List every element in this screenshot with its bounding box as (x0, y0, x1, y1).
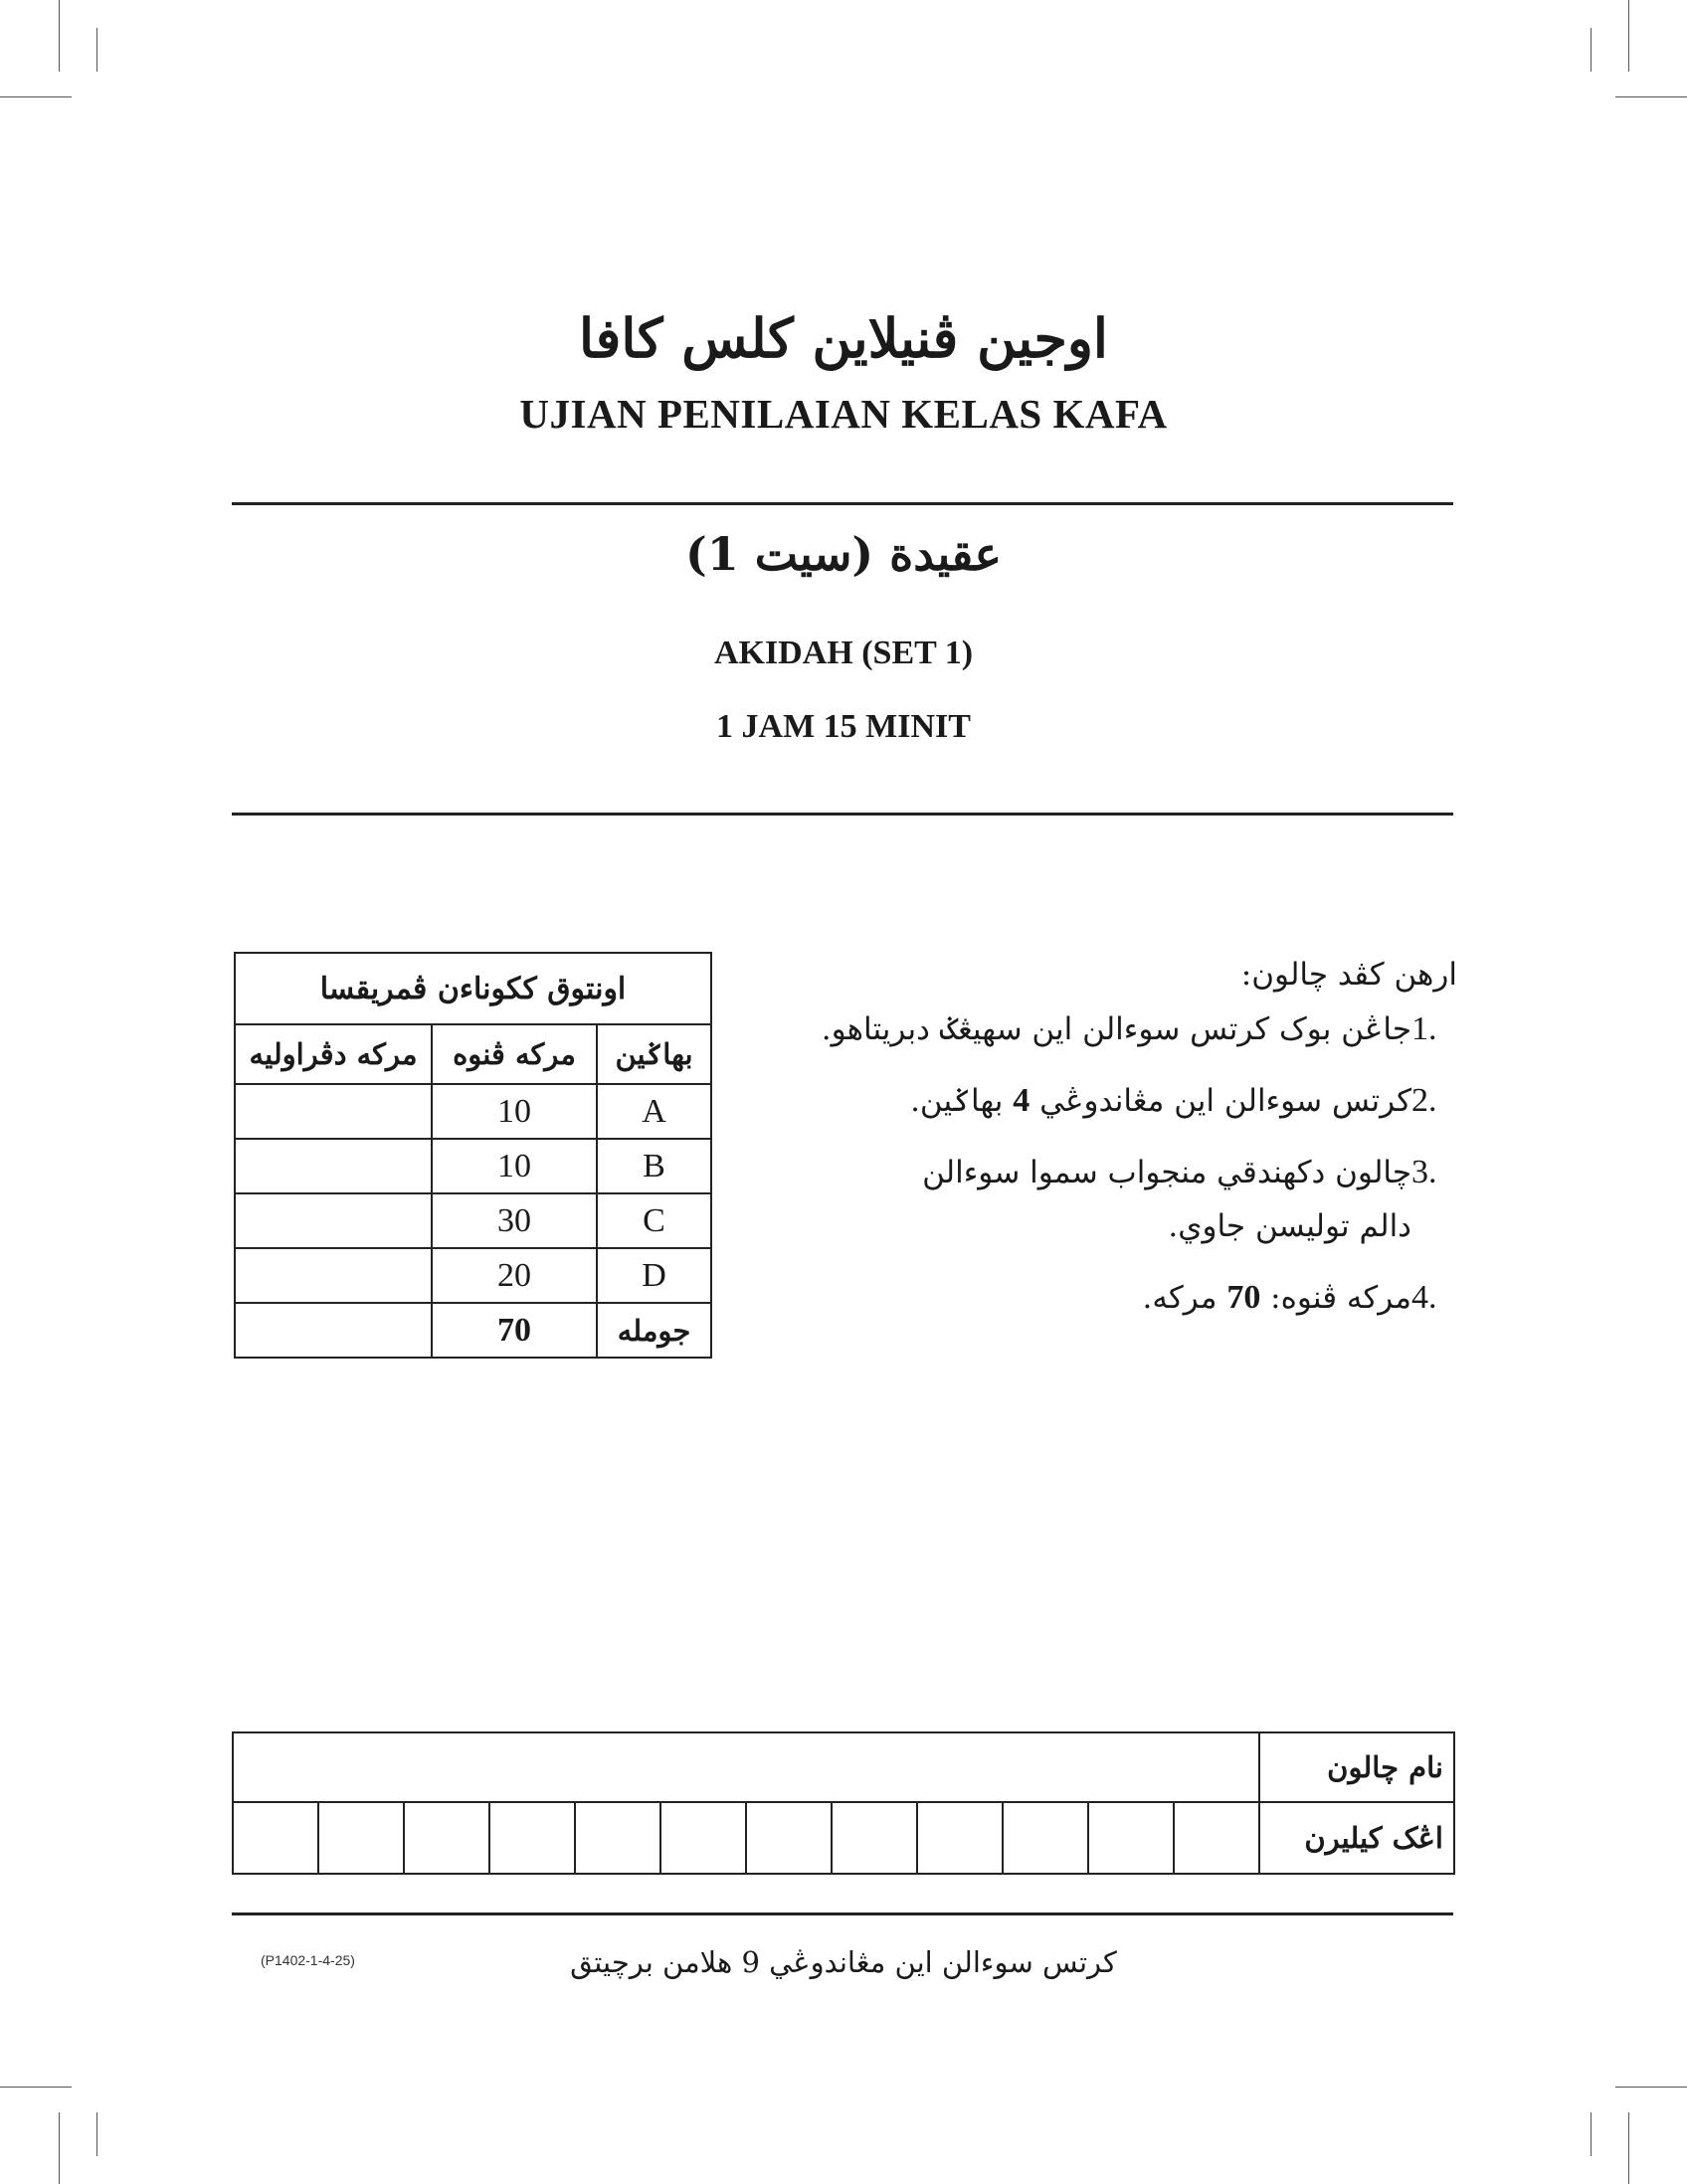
part-cell: A (597, 1084, 711, 1139)
table-row (235, 1193, 711, 1248)
id-digit-box[interactable] (1174, 1802, 1259, 1874)
full-marks-cell: 10 (432, 1139, 597, 1193)
divider-bottom (232, 813, 1453, 816)
crop-mark (1591, 2112, 1592, 2156)
id-digit-box[interactable] (832, 1802, 917, 1874)
instruction-text (716, 1074, 1411, 1128)
id-digit-box[interactable] (318, 1802, 404, 1874)
page-count-note: کرتس سوءالن اين مڠاندوڠي 9 هلامن برچيتق (570, 1945, 1117, 1979)
instruction-number: 4. (1411, 1279, 1437, 1316)
paper-code: (P1402-1-4-25) (261, 1952, 355, 1968)
full-marks-cell: 20 (432, 1248, 597, 1303)
section-count: 4 (1013, 1082, 1031, 1119)
table-total-row (235, 1303, 711, 1358)
instruction-text: جاڠن بوک کرتس سوءالن اين سهيڠݢ دبريتاهو. (821, 1011, 1411, 1047)
instruction-item (716, 1074, 1457, 1128)
total-marks-value: 70 (1226, 1279, 1261, 1316)
candidate-id-label: اڠک كيليرن (1259, 1802, 1454, 1874)
id-digit-box[interactable] (660, 1802, 746, 1874)
table-row (235, 1084, 711, 1139)
id-digit-box[interactable] (1003, 1802, 1088, 1874)
instruction-number: 1. (1411, 1010, 1437, 1047)
subject-title-rumi: AKIDAH (SET 1) (713, 635, 974, 671)
crop-mark (0, 2087, 72, 2088)
header-marks-obtained: مركه دڤراوليه (235, 1024, 432, 1084)
crop-mark (96, 28, 97, 72)
instruction-text-line: چالون دكهندقي منجواب سموا سوءالن (922, 1155, 1411, 1190)
obtained-marks-cell[interactable] (235, 1248, 432, 1303)
subject-title-jawi: عقيدة (سيت 1) (684, 527, 1002, 581)
instruction-text-part: بهاݢين. (910, 1083, 1004, 1119)
exam-duration: 1 JAM 15 MINIT (716, 708, 971, 745)
crop-mark (0, 96, 72, 97)
candidate-info-table (232, 1731, 1455, 1875)
instruction-text (716, 1146, 1411, 1253)
divider-footer (232, 1912, 1453, 1915)
instruction-number: 2. (1411, 1082, 1437, 1119)
crop-mark (1628, 2112, 1629, 2184)
part-cell: D (597, 1248, 711, 1303)
total-full-marks: 70 (432, 1303, 597, 1358)
id-digit-box[interactable] (489, 1802, 575, 1874)
exam-title-rumi: UJIAN PENILAIAN KELAS KAFA (519, 391, 1168, 437)
id-digit-box[interactable] (917, 1802, 1003, 1874)
crop-mark (1591, 28, 1592, 72)
total-obtained-cell[interactable] (235, 1303, 432, 1358)
marks-table-caption: اونتوق ككوناءن ڤمريقسا (235, 953, 711, 1024)
part-cell: C (597, 1193, 711, 1248)
obtained-marks-cell[interactable] (235, 1084, 432, 1139)
full-marks-cell: 10 (432, 1084, 597, 1139)
full-marks-cell: 30 (432, 1193, 597, 1248)
header-part: بهاݢين (597, 1024, 711, 1084)
id-digit-box[interactable] (1088, 1802, 1174, 1874)
id-digit-box[interactable] (404, 1802, 489, 1874)
crop-mark (1628, 0, 1629, 72)
crop-mark (1615, 96, 1687, 97)
marks-table (234, 952, 712, 1359)
instruction-text-part: کرتس سوءالن اين مڠاندوڠي (1039, 1083, 1411, 1119)
obtained-marks-cell[interactable] (235, 1139, 432, 1193)
divider-top (232, 502, 1453, 505)
instruction-number: 3. (1411, 1154, 1437, 1190)
instruction-text-part: مركه. (1142, 1280, 1218, 1316)
instruction-item (716, 1002, 1457, 1056)
id-digit-box[interactable] (233, 1802, 318, 1874)
crop-mark (96, 2112, 97, 2156)
instruction-item (716, 1146, 1457, 1253)
part-cell: B (597, 1139, 711, 1193)
candidate-name-label: نام چالون (1259, 1732, 1454, 1802)
id-digit-box[interactable] (746, 1802, 832, 1874)
crop-mark (59, 0, 60, 72)
instruction-text (716, 1271, 1411, 1325)
obtained-marks-cell[interactable] (235, 1193, 432, 1248)
header-full-marks: مركه ڤنوه (432, 1024, 597, 1084)
instructions-heading: ارهن كڤد چالون: (1240, 957, 1457, 993)
instruction-text-part: مركه ڤنوه: (1270, 1280, 1411, 1316)
exam-title-jawi: اوجين ڤنيلاين كلس كافا (579, 306, 1108, 370)
table-row (235, 1139, 711, 1193)
instructions (716, 957, 1457, 1343)
total-label: جومله (597, 1303, 711, 1358)
candidate-name-field[interactable] (233, 1732, 1259, 1802)
table-row (235, 1248, 711, 1303)
instruction-item (716, 1271, 1457, 1325)
crop-mark (59, 2112, 60, 2184)
instruction-text-line: دالم توليسن جاوي. (1168, 1208, 1411, 1244)
crop-mark (1615, 2087, 1687, 2088)
id-digit-box[interactable] (575, 1802, 660, 1874)
